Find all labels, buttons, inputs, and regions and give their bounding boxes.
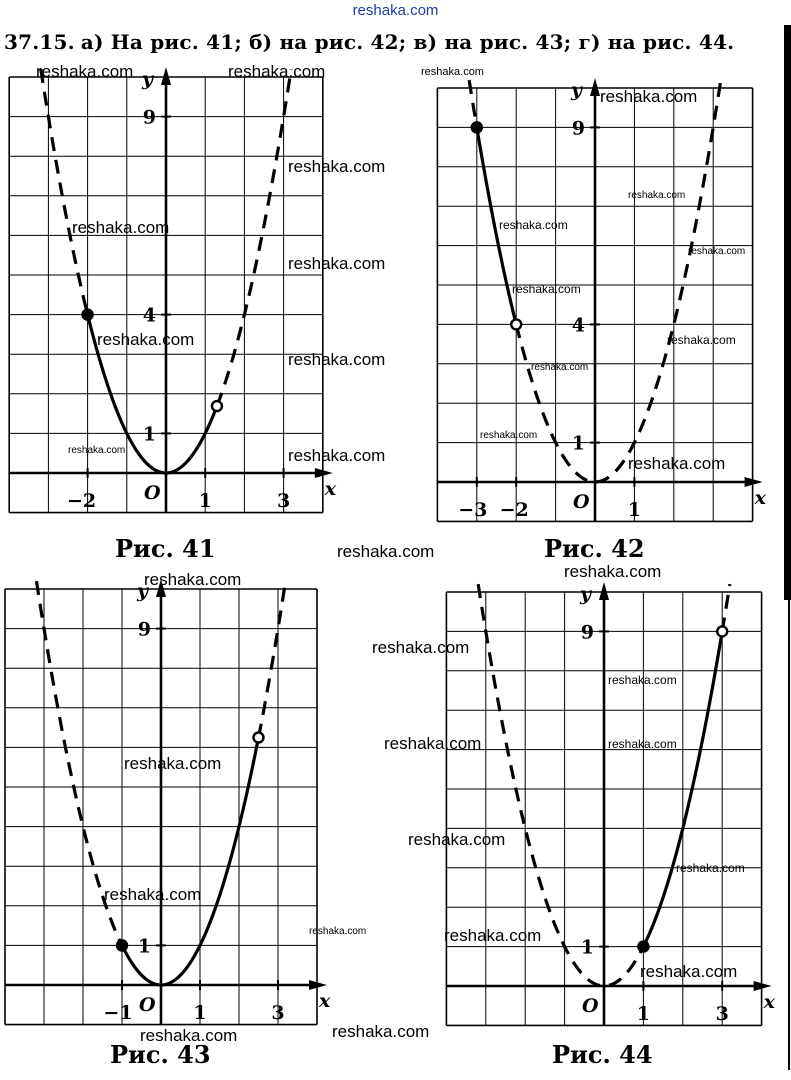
parabola-dashed-right	[217, 69, 291, 406]
watermark: reshaka.com	[384, 734, 482, 753]
watermark: reshaka.com	[499, 218, 568, 232]
origin-label: O	[582, 995, 599, 1017]
open-endpoint	[254, 733, 264, 743]
watermark: reshaka.com	[608, 673, 677, 687]
watermark: reshaka.com	[288, 157, 386, 176]
y-tick-label: 9	[137, 618, 151, 641]
y-tick-label: 4	[142, 304, 156, 327]
watermark: reshaka.com	[288, 350, 386, 369]
y-tick-label: 1	[571, 432, 585, 455]
parabola-dashed-left	[41, 69, 88, 315]
watermark: reshaka.com	[408, 830, 506, 849]
y-tick-label: 4	[571, 314, 585, 337]
watermark: reshaka.com	[124, 754, 222, 773]
x-axis-arrow	[315, 468, 333, 478]
origin-label: O	[139, 994, 156, 1016]
origin-label: O	[144, 482, 161, 504]
page-edge-bar	[784, 25, 791, 600]
y-axis-arrow	[590, 78, 600, 96]
x-tick-label: 1	[636, 1003, 651, 1025]
x-tick-label: 3	[276, 490, 291, 512]
y-axis-label: y	[137, 580, 149, 602]
watermark: reshaka.com	[564, 562, 662, 581]
x-axis-label: x	[319, 990, 331, 1012]
watermark: reshaka.com	[337, 542, 435, 561]
y-tick-label: 9	[571, 117, 585, 140]
x-tick-label: 1	[193, 1002, 207, 1024]
parabola-dashed-right	[259, 581, 286, 737]
y-axis-arrow	[599, 582, 609, 600]
watermark: reshaka.com	[372, 638, 470, 657]
watermark: reshaka.com	[288, 446, 386, 465]
y-tick-label: 1	[580, 936, 594, 959]
closed-endpoint	[82, 309, 93, 320]
watermark: reshaka.com	[444, 926, 542, 945]
watermark: reshaka.com	[309, 926, 367, 937]
x-tick-label: −2	[499, 499, 529, 521]
watermark: reshaka.com	[144, 570, 242, 589]
y-tick-label: 9	[142, 106, 156, 129]
x-axis-arrow	[745, 477, 763, 487]
problem-statement	[4, 30, 734, 54]
watermark: reshaka.com	[104, 885, 202, 904]
site-header[interactable]: reshaka.com	[352, 2, 439, 19]
x-axis-label: x	[324, 478, 337, 500]
watermark: reshaka.com	[676, 861, 745, 875]
x-axis-label: x	[763, 991, 775, 1013]
origin-label: O	[573, 491, 590, 513]
x-axis-arrow	[309, 980, 327, 990]
x-tick-label: −1	[103, 1002, 133, 1024]
x-axis-arrow	[754, 981, 772, 991]
watermark: reshaka.com	[36, 62, 134, 81]
watermark: reshaka.com	[688, 246, 746, 257]
watermark: reshaka.com	[68, 445, 126, 456]
open-endpoint	[717, 626, 727, 636]
watermark: reshaka.com	[628, 454, 726, 473]
y-axis-label: y	[142, 68, 154, 90]
x-tick-label: 1	[627, 499, 642, 521]
watermark: reshaka.com	[288, 254, 386, 273]
figure-42-caption: Рис. 42	[544, 534, 645, 563]
watermark: reshaka.com	[421, 66, 484, 78]
watermark: reshaka.com	[332, 1022, 430, 1041]
watermark: reshaka.com	[628, 190, 686, 201]
watermark: reshaka.com	[531, 362, 589, 373]
figure-43-caption: Рис. 43	[110, 1040, 211, 1069]
watermark: reshaka.com	[480, 430, 538, 441]
watermark: reshaka.com	[608, 737, 677, 751]
problem-text: а) На рис. 41; б) на рис. 42; в) на рис. 43; г) на рис. 44.	[80, 30, 735, 54]
watermark: reshaka.com	[97, 330, 195, 349]
y-axis-label: y	[571, 79, 583, 101]
watermark: reshaka.com	[640, 962, 738, 981]
x-tick-label: 3	[715, 1003, 729, 1025]
watermark: reshaka.com	[600, 87, 698, 106]
x-tick-label: −3	[458, 499, 488, 521]
watermark: reshaka.com	[667, 333, 736, 347]
closed-endpoint	[117, 940, 128, 951]
watermark: reshaka.com	[512, 282, 581, 296]
y-axis-label: y	[580, 583, 592, 605]
figure-44-caption: Рис. 44	[552, 1040, 653, 1069]
figure-44-graph	[443, 583, 775, 1025]
y-tick-label: 1	[137, 935, 151, 958]
figure-41-caption: Рис. 41	[115, 534, 216, 563]
x-tick-label: −2	[67, 490, 97, 512]
x-axis-label: x	[754, 487, 766, 509]
page-edge-line	[788, 600, 790, 1070]
y-axis-arrow	[161, 67, 171, 85]
y-tick-label: 9	[580, 621, 594, 644]
open-endpoint	[212, 401, 222, 411]
figure-43-graph	[5, 580, 331, 1024]
watermark: reshaka.com	[228, 62, 326, 81]
closed-endpoint	[471, 122, 482, 133]
watermark: reshaka.com	[140, 1026, 238, 1045]
watermark: reshaka.com	[72, 218, 170, 237]
x-tick-label: 1	[198, 490, 212, 512]
problem-number: 37.15.	[4, 30, 75, 54]
y-tick-label: 1	[142, 423, 156, 446]
open-endpoint	[511, 319, 521, 329]
x-tick-label: 3	[271, 1002, 285, 1024]
closed-endpoint	[638, 941, 649, 952]
